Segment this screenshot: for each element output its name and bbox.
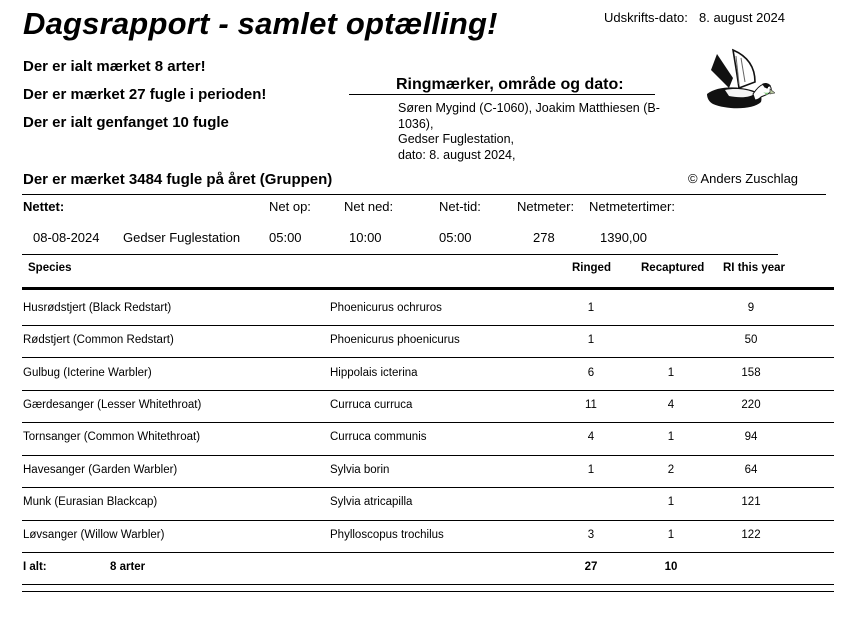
ringed-count: 1 xyxy=(587,464,595,476)
species-name: Gærdesanger (Lesser Whitethroat) xyxy=(23,399,202,411)
net-down-value: 10:00 xyxy=(349,230,382,245)
row-divider xyxy=(22,455,834,456)
species-name: Gulbug (Icterine Warbler) xyxy=(23,367,152,379)
species-latin: Phylloscopus trochilus xyxy=(330,529,444,541)
ringed-count: 4 xyxy=(587,431,595,443)
row-divider xyxy=(22,520,834,521)
species-latin: Hippolais icterina xyxy=(330,367,418,379)
species-latin: Sylvia borin xyxy=(330,464,390,476)
ringers-names: Søren Mygind (C-1060), Joakim Matthiesen (B-1036), xyxy=(398,101,660,131)
year-count: 94 xyxy=(744,431,758,443)
net-up-value: 05:00 xyxy=(269,230,302,245)
total-rule-bottom xyxy=(22,591,834,592)
year-count: 9 xyxy=(747,302,755,314)
species-latin: Curruca communis xyxy=(330,431,427,443)
total-label: I alt: xyxy=(23,561,47,573)
net-meterhours-label: Netmetertimer: xyxy=(589,199,675,214)
year-count: 158 xyxy=(741,367,761,379)
net-down-label: Net ned: xyxy=(344,199,394,214)
net-place: Gedser Fuglestation xyxy=(123,230,241,245)
ringers-rule xyxy=(349,94,655,95)
species-latin: Curruca curruca xyxy=(330,399,413,411)
row-divider xyxy=(22,325,834,326)
ringed-count: 1 xyxy=(587,302,595,314)
print-date-value: 8. august 2024 xyxy=(699,10,786,25)
ringed-count: 6 xyxy=(587,367,595,379)
recaptured-count: 4 xyxy=(667,399,675,411)
col-year: RI this year xyxy=(723,262,785,274)
year-count: 122 xyxy=(741,529,761,541)
net-meterhours-value: 1390,00 xyxy=(600,230,647,245)
table-header-rule xyxy=(22,287,834,290)
year-count: 220 xyxy=(741,399,761,411)
recaptured-count: 1 xyxy=(667,431,675,443)
year-count: 121 xyxy=(741,496,761,508)
ringers-location: Gedser Fuglestation, xyxy=(398,132,515,146)
row-divider xyxy=(22,487,834,488)
recaptured-count: 1 xyxy=(667,529,675,541)
net-up-label: Net op: xyxy=(269,199,311,214)
col-species: Species xyxy=(28,262,72,274)
divider-net-top xyxy=(22,194,826,195)
summary-recaptured: Der er ialt genfanget 10 fugle xyxy=(23,114,229,131)
species-latin: Phoenicurus ochruros xyxy=(330,302,442,314)
species-latin: Phoenicurus phoenicurus xyxy=(330,334,460,346)
year-count: 50 xyxy=(744,334,758,346)
row-divider xyxy=(22,390,834,391)
total-recaptured: 10 xyxy=(664,561,678,573)
divider-net-bottom xyxy=(22,254,778,255)
species-name: Tornsanger (Common Whitethroat) xyxy=(23,431,201,443)
species-name: Løvsanger (Willow Warbler) xyxy=(23,529,165,541)
print-date-label: Udskrifts-dato: xyxy=(604,10,688,25)
ringed-count: 3 xyxy=(587,529,595,541)
net-time-label: Net-tid: xyxy=(439,199,481,214)
recaptured-count: 1 xyxy=(667,496,675,508)
row-divider xyxy=(22,357,834,358)
ringed-count: 11 xyxy=(585,399,597,411)
total-rule-top xyxy=(22,584,834,585)
net-date: 08-08-2024 xyxy=(33,230,100,245)
ringers-heading: Ringmærker, område og dato: xyxy=(396,76,624,93)
ringers-details xyxy=(398,101,688,163)
summary-ringed: Der er mærket 27 fugle i perioden! xyxy=(23,86,267,103)
col-recaptured: Recaptured xyxy=(641,262,705,274)
eider-duck-icon xyxy=(703,48,775,120)
recaptured-count: 2 xyxy=(667,464,675,476)
net-label: Nettet: xyxy=(23,199,65,214)
copyright: © Anders Zuschlag xyxy=(688,171,799,186)
recaptured-count: 1 xyxy=(667,367,675,379)
row-divider xyxy=(22,552,834,553)
net-time-value: 05:00 xyxy=(439,230,472,245)
ringers-date: dato: 8. august 2024, xyxy=(398,147,516,162)
species-name: Husrødstjert (Black Redstart) xyxy=(23,302,172,314)
year-count: 64 xyxy=(744,464,758,476)
species-name: Rødstjert (Common Redstart) xyxy=(23,334,174,346)
total-ringed: 27 xyxy=(584,561,598,573)
net-meters-value: 278 xyxy=(533,230,555,245)
species-latin: Sylvia atricapilla xyxy=(330,496,413,508)
net-meters-label: Netmeter: xyxy=(517,199,575,214)
ringed-count: 1 xyxy=(587,334,595,346)
summary-species: Der er ialt mærket 8 arter! xyxy=(23,58,206,75)
row-divider xyxy=(22,422,834,423)
col-ringed: Ringed xyxy=(572,262,611,274)
species-name: Havesanger (Garden Warbler) xyxy=(23,464,178,476)
total-species: 8 arter xyxy=(110,561,146,573)
page-title: Dagsrapport - samlet optælling! xyxy=(23,6,498,41)
year-total: Der er mærket 3484 fugle på året (Gruppen) xyxy=(23,171,333,188)
species-name: Munk (Eurasian Blackcap) xyxy=(23,496,158,508)
